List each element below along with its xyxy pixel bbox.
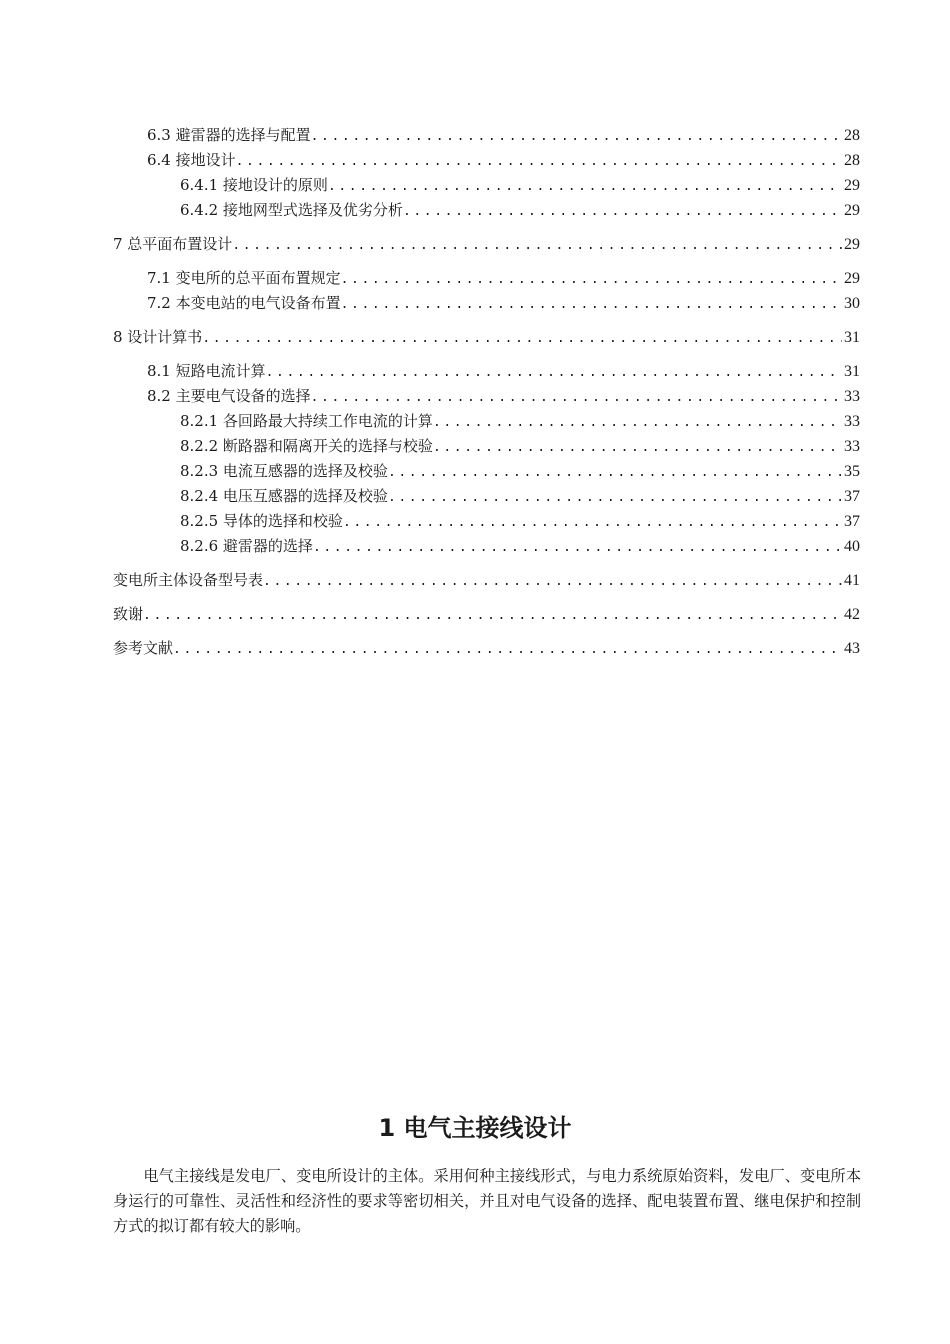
toc-entry-label: 7 总平面布置设计 xyxy=(113,235,233,253)
toc-entry-label: 6.3 避雷器的选择与配置 xyxy=(147,126,311,144)
toc-entry-label: 8.2 主要电气设备的选择 xyxy=(147,387,311,405)
toc-entry-page: 31 xyxy=(844,329,860,346)
toc-entry[interactable] xyxy=(113,568,860,593)
toc-entry-page: 29 xyxy=(844,236,860,253)
toc-entry[interactable] xyxy=(113,232,860,257)
toc-entry-label: 8.1 短路电流计算 xyxy=(147,362,266,380)
toc-entry-label: 6.4.2 接地网型式选择及优劣分析 xyxy=(180,201,403,219)
toc-leader-dots xyxy=(341,292,842,317)
toc-entry-page: 37 xyxy=(844,513,860,530)
toc-entry[interactable] xyxy=(113,173,860,198)
toc-entry-page: 30 xyxy=(844,295,860,312)
toc-entry-page: 31 xyxy=(844,363,860,380)
toc-entry[interactable] xyxy=(113,434,860,459)
toc-entry-page: 41 xyxy=(844,572,860,589)
toc-entry[interactable] xyxy=(113,291,860,316)
toc-entry[interactable] xyxy=(113,359,860,384)
toc-leader-dots xyxy=(433,435,842,460)
toc-entry-page: 33 xyxy=(844,388,860,405)
toc-entry[interactable] xyxy=(113,266,860,291)
toc-leader-dots xyxy=(311,124,842,149)
toc-leader-dots xyxy=(403,199,842,224)
toc-leader-dots xyxy=(202,326,842,351)
toc-entry-label: 8.2.1 各回路最大持续工作电流的计算 xyxy=(180,412,433,430)
toc-entry-page: 29 xyxy=(844,177,860,194)
toc-entry-label: 7.1 变电所的总平面布置规定 xyxy=(147,269,341,287)
toc-entry[interactable] xyxy=(113,484,860,509)
toc-entry-label: 8.2.6 避雷器的选择 xyxy=(180,537,313,555)
toc-entry[interactable] xyxy=(113,509,860,534)
toc-entry-label: 致谢 xyxy=(113,605,144,623)
toc-entry-label: 变电所主体设备型号表 xyxy=(113,571,264,589)
toc-leader-dots xyxy=(311,385,842,410)
toc-leader-dots xyxy=(328,174,842,199)
toc-entry-page: 28 xyxy=(844,152,860,169)
toc-entry[interactable] xyxy=(113,325,860,350)
toc-leader-dots xyxy=(388,485,842,510)
toc-entry-label: 参考文献 xyxy=(113,639,174,657)
toc-entry[interactable] xyxy=(113,636,860,661)
toc-entry-page: 28 xyxy=(844,127,860,144)
toc-entry-label: 8 设计计算书 xyxy=(113,328,203,346)
toc-entry-label: 7.2 本变电站的电气设备布置 xyxy=(147,294,341,312)
toc-entry-page: 35 xyxy=(844,463,860,480)
chapter-title: 1 电气主接线设计 xyxy=(378,1114,572,1142)
toc-entry-page: 33 xyxy=(844,438,860,455)
toc-entry-label: 8.2.4 电压互感器的选择及校验 xyxy=(180,487,388,505)
toc-entry[interactable] xyxy=(113,198,860,223)
toc-leader-dots xyxy=(341,267,842,292)
toc-entry-label: 8.2.3 电流互感器的选择及校验 xyxy=(180,462,388,480)
toc-entry-label: 8.2.5 导体的选择和校验 xyxy=(180,512,343,530)
toc-entry-label: 6.4 接地设计 xyxy=(147,151,236,169)
toc-entry[interactable] xyxy=(113,602,860,627)
table-of-contents xyxy=(113,123,860,661)
toc-leader-dots xyxy=(232,233,842,258)
toc-entry[interactable] xyxy=(113,409,860,434)
toc-entry-page: 29 xyxy=(844,270,860,287)
toc-entry[interactable] xyxy=(113,123,860,148)
toc-leader-dots xyxy=(236,149,842,174)
toc-leader-dots xyxy=(143,603,842,628)
toc-entry-page: 33 xyxy=(844,413,860,430)
toc-entry-page: 43 xyxy=(844,640,860,657)
toc-leader-dots xyxy=(433,410,842,435)
toc-leader-dots xyxy=(266,360,842,385)
chapter-intro-paragraph: 电气主接线是发电厂、变电所设计的主体。采用何种主接线形式，与电力系统原始资料，发电厂、变电所本身运行的可靠性、灵活性和经济性的要求等密切相关，并且对电气设备的选择、配电装置布置、继电保护和控制方式的拟订都有较大的影响。 xyxy=(113,1167,861,1235)
toc-entry[interactable] xyxy=(113,148,860,173)
toc-entry[interactable] xyxy=(113,534,860,559)
toc-leader-dots xyxy=(263,569,842,594)
toc-leader-dots xyxy=(388,460,842,485)
toc-entry[interactable] xyxy=(113,459,860,484)
toc-entry-page: 37 xyxy=(844,488,860,505)
toc-leader-dots xyxy=(313,535,842,560)
toc-entry-page: 29 xyxy=(844,202,860,219)
toc-entry-label: 8.2.2 断路器和隔离开关的选择与校验 xyxy=(180,437,433,455)
toc-entry-label: 6.4.1 接地设计的原则 xyxy=(180,176,328,194)
toc-entry[interactable] xyxy=(113,384,860,409)
toc-leader-dots xyxy=(173,637,842,662)
toc-entry-page: 40 xyxy=(844,538,860,555)
toc-entry-page: 42 xyxy=(844,606,860,623)
toc-leader-dots xyxy=(343,510,842,535)
